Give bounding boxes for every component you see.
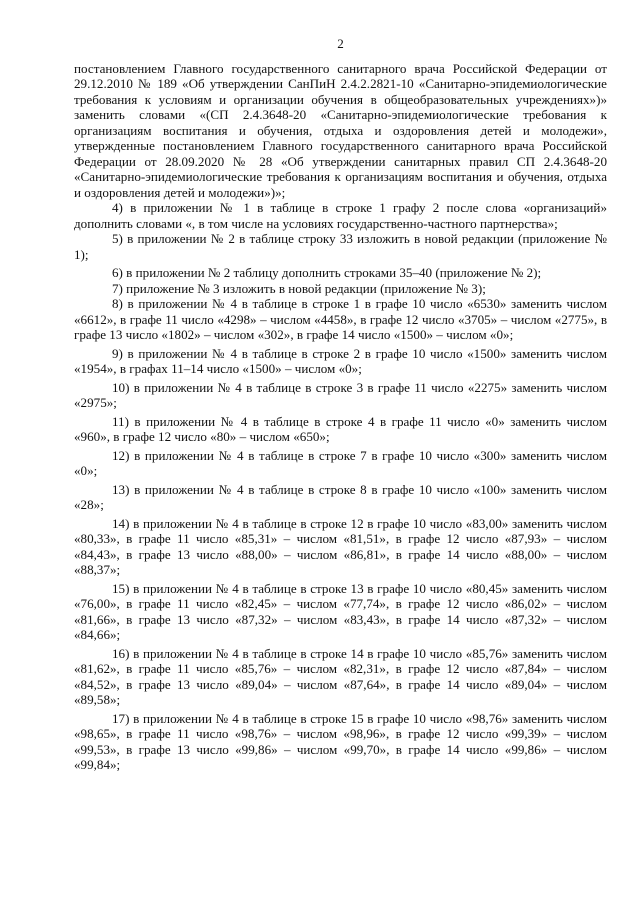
paragraph-item-13: 13) в приложении № 4 в таблице в строке 8 в графе 10 число «100» заменить числом «28»; (74, 481, 607, 512)
paragraph-item-7: 7) приложение № 3 изложить в новой редакции (приложение № 3); (112, 280, 486, 296)
page-number: 2 (337, 36, 344, 51)
paragraph-item-16: 16) в приложении № 4 в таблице в строке 14 в графе 10 число «85,76» заменить числом «81,62», в графе 11 число «85,76» – числом «82,31», в графе 12 число «87,84» – числом «84,52», в графе 13 число «89,04» – числом «87,64», в графе 14 число «89,04» – числом «89,58»; (74, 645, 607, 707)
paragraph-continuation: постановлением Главного государственного санитарного врача Российской Федерации от 29.12.2010 № 189 «Об утверждении СанПиН 2.4.2.2821-10 «Санитарно-эпидемиологические требования к условиям и организации обучения в общеобразовательных учреждениях»)» заменить словами «(СП 2.4.3648-20 «Санитарно-эпидемиологические требования к организациям воспитания и обучения, отдыха и оздоровления детей и молодежи», утвержденные постановлением Главного государственного санитарного врача Российской Федерации от 28.09.2020 № 28 «Об утверждении санитарных правил СП 2.4.3648-20 «Санитарно-эпидемиологические требования к организациям воспитания и обучения, отдыха и оздоровления детей и молодежи»)»; (74, 60, 607, 200)
paragraph-item-9: 9) в приложении № 4 в таблице в строке 2 в графе 10 число «1500» заменить числом «1954», в графах 11–14 число «1500» – числом «0»; (74, 345, 607, 376)
paragraph-item-12: 12) в приложении № 4 в таблице в строке 7 в графе 10 число «300» заменить числом «0»; (74, 447, 607, 478)
paragraph-item-10: 10) в приложении № 4 в таблице в строке 3 в графе 11 число «2275» заменить числом «2975»; (74, 379, 607, 410)
paragraph-item-15: 15) в приложении № 4 в таблице в строке 13 в графе 10 число «80,45» заменить числом «76,00», в графе 11 число «82,45» – числом «77,74», в графе 12 число «86,02» – числом «81,66», в графе 13 число «87,32» – числом «83,43», в графе 14 число «87,32» – числом «84,66»; (74, 580, 607, 642)
paragraph-item-4: 4) в приложении № 1 в таблице в строке 1 графу 2 после слова «организаций» дополнить словами «, в том числе на условиях государственно-частного партнерства»; (74, 200, 607, 231)
paragraph-item-17: 17) в приложении № 4 в таблице в строке 15 в графе 10 число «98,76» заменить числом «98,65», в графе 11 число «98,76» – числом «98,96», в графе 12 число «99,39» – числом «99,53», в графе 13 число «99,86» – числом «99,70», в графе 14 число «99,86» – числом «99,84»; (74, 710, 607, 772)
paragraph-item-14: 14) в приложении № 4 в таблице в строке 12 в графе 10 число «83,00» заменить числом «80,33», в графе 11 число «85,31» – числом «81,51», в графе 12 число «87,93» – числом «84,43», в графе 13 число «88,00» – числом «86,81», в графе 14 число «88,00» – числом «88,37»; (74, 515, 607, 577)
paragraph-item-6: 6) в приложении № 2 таблицу дополнить строками 35–40 (приложение № 2); (112, 265, 542, 280)
paragraph-item-5: 5) в приложении № 2 в таблице строку 33 изложить в новой редакции (приложение № 1); (74, 231, 607, 262)
paragraph-item-8: 8) в приложении № 4 в таблице в строке 1 в графе 10 число «6530» заменить числом «6612», в графе 11 число «4298» – числом «4458», в графе 12 число «3705» – числом «2775», в графе 13 число «1802» – числом «302», в графе 14 число «1500» – числом «0»; (74, 296, 607, 342)
paragraph-item-11: 11) в приложении № 4 в таблице в строке 4 в графе 11 число «0» заменить числом «960», в графе 12 число «80» – числом «650»; (74, 413, 607, 444)
